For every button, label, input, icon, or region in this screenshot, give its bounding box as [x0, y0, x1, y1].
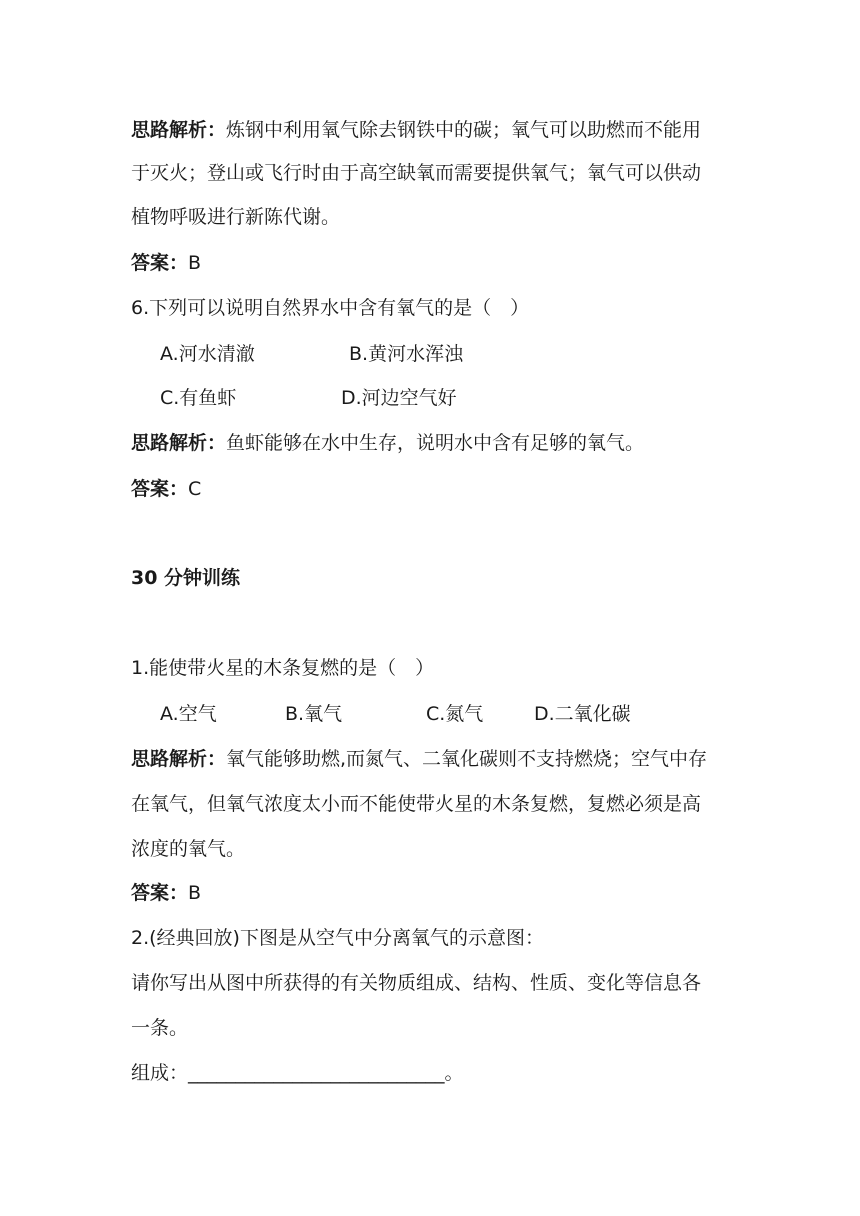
- analysis-text: 于灭火；登山或飞行时由于高空缺氧而需要提供氧气；氧气可以供动: [131, 162, 702, 184]
- answer-line: [131, 880, 201, 906]
- option-d: D.二氧化碳: [534, 703, 631, 725]
- option-b: B.氧气: [285, 703, 343, 725]
- analysis-paragraph: [131, 117, 701, 143]
- analysis-paragraph: [131, 746, 707, 772]
- option-a: A.空气: [160, 703, 217, 725]
- analysis-text: 鱼虾能够在水中生存，说明水中含有足够的氧气。: [226, 432, 645, 454]
- option-a: A.河水清澈: [160, 343, 255, 365]
- analysis-text: 植物呼吸进行新陈代谢。: [131, 206, 341, 228]
- analysis-text: 氧气能够助燃,而氮气、二氧化碳则不支持燃烧；空气中存: [226, 748, 708, 770]
- answer-line: [131, 250, 201, 276]
- option-d: D.河边空气好: [341, 387, 457, 409]
- answer-label: 答案：: [131, 252, 189, 274]
- question-text: 1.能使带火星的木条复燃的是（ ）: [131, 657, 435, 679]
- analysis-label: 思路解析：: [131, 432, 227, 454]
- analysis-text: 浓度的氧气。: [131, 838, 246, 860]
- analysis-text: 在氧气，但氧气浓度太小而不能使带火星的木条复燃，复燃必须是高: [131, 793, 702, 815]
- answer-value: B: [188, 252, 202, 274]
- question-text: 2.(经典回放)下图是从空气中分离氧气的示意图：: [131, 927, 544, 949]
- option-c: C.氮气: [426, 703, 484, 725]
- answer-value: B: [188, 882, 202, 904]
- analysis-paragraph: [131, 430, 644, 456]
- option-c: C.有鱼虾: [160, 387, 237, 409]
- option-b: B.黄河水浑浊: [349, 343, 464, 365]
- prompt-text: 一条。: [131, 1017, 189, 1039]
- answer-value: C: [188, 478, 202, 500]
- analysis-label: 思路解析：: [131, 748, 227, 770]
- question-text: 6.下列可以说明自然界水中含有氧气的是（ ）: [131, 297, 530, 319]
- fill-in-blank[interactable]: 组成：___________________________。: [131, 1062, 464, 1084]
- section-title: 30 分钟训练: [131, 567, 241, 589]
- analysis-text: 炼钢中利用氧气除去钢铁中的碳；氧气可以助燃而不能用: [226, 119, 702, 141]
- answer-line: [131, 476, 201, 502]
- answer-label: 答案：: [131, 478, 189, 500]
- prompt-text: 请你写出从图中所获得的有关物质组成、结构、性质、变化等信息各: [131, 972, 702, 994]
- analysis-label: 思路解析：: [131, 119, 227, 141]
- answer-label: 答案：: [131, 882, 189, 904]
